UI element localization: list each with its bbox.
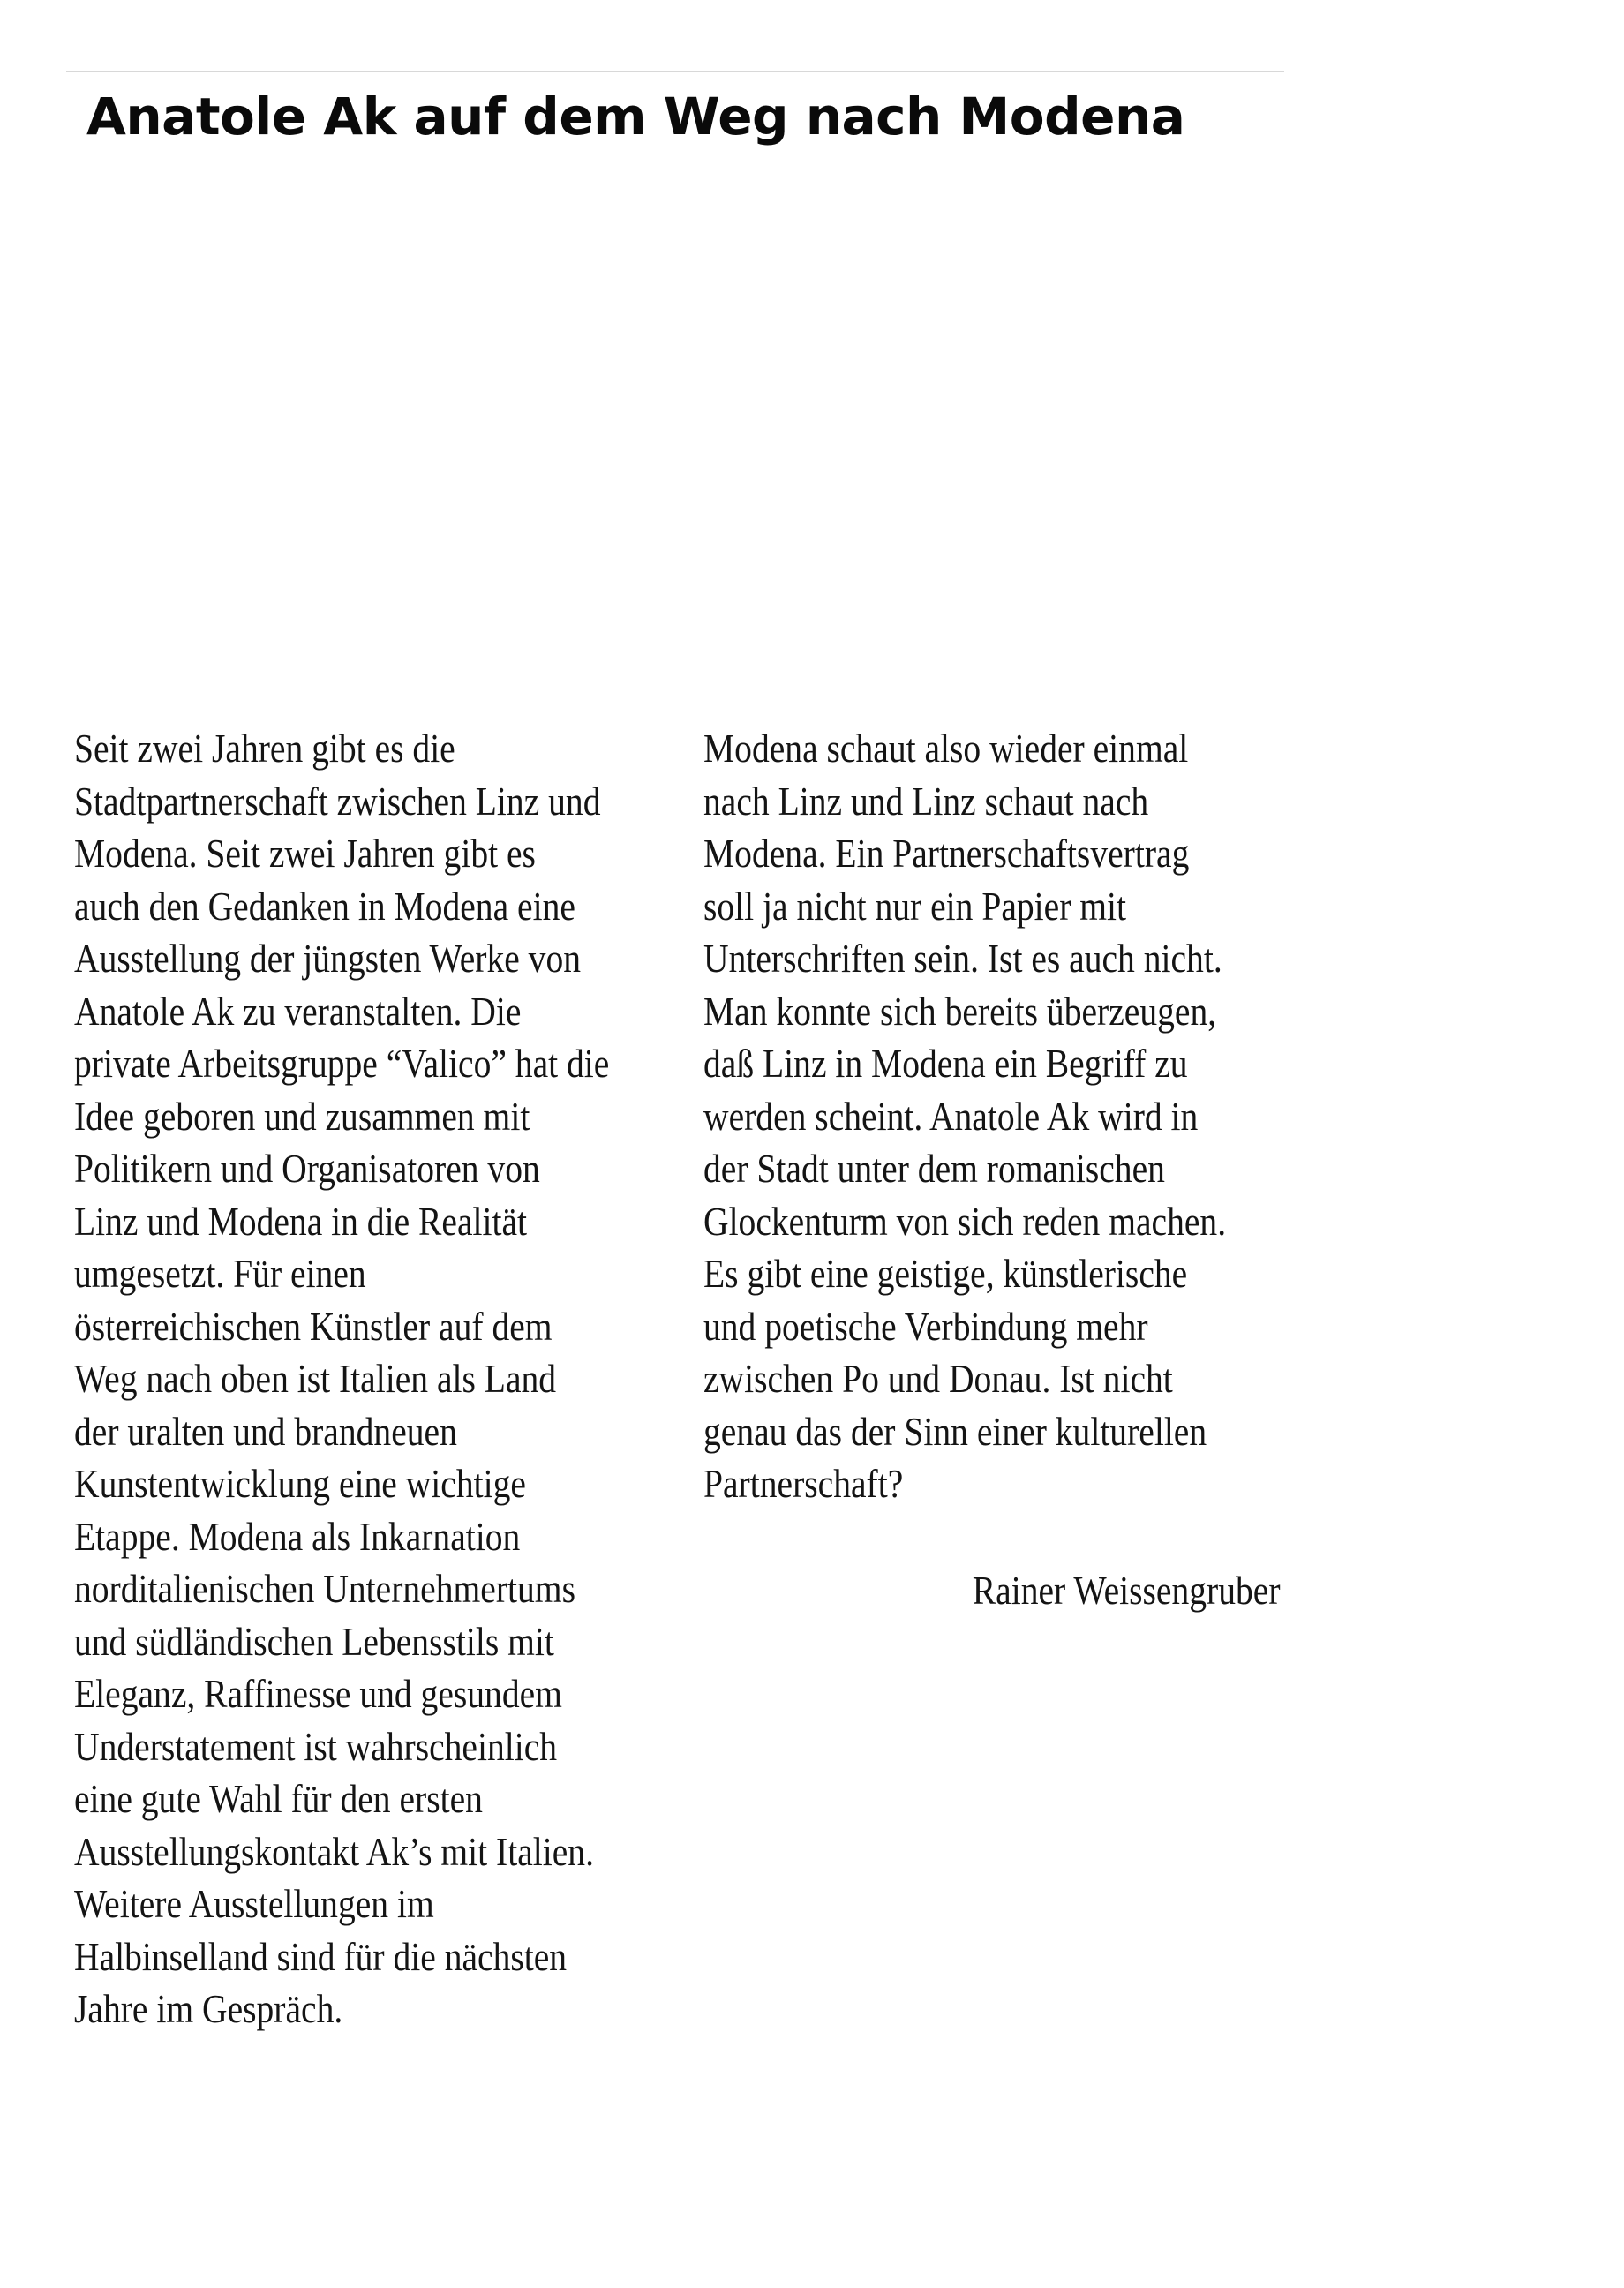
text-line: Unterschriften sein. Ist es auch nicht. <box>703 936 1222 981</box>
text-line: nach Linz und Linz schaut nach <box>703 778 1149 824</box>
text-line: Halbinselland sind für die nächsten <box>74 1933 568 1979</box>
text-line: Modena. Seit zwei Jahren gibt es <box>74 831 536 876</box>
text-line: Politikern und Organisatoren von <box>74 1146 540 1191</box>
text-line: Es gibt eine geistige, künstlerische <box>703 1251 1188 1296</box>
text-line: genau das der Sinn einer kulturellen <box>703 1408 1207 1454</box>
text-line: Eleganz, Raffinesse und gesundem <box>74 1671 562 1716</box>
text-line: Ausstellungskontakt Ak’s mit Italien. <box>74 1828 594 1874</box>
text-line: Anatole Ak zu veranstalten. Die <box>74 988 522 1034</box>
text-line: daß Linz in Modena ein Begriff zu <box>703 1041 1188 1086</box>
text-line: Ausstellung der jüngsten Werke von <box>74 936 582 981</box>
text-line: Man konnte sich bereits überzeugen, <box>703 988 1217 1034</box>
text-line: der Stadt unter dem romanischen <box>703 1146 1165 1191</box>
text-line: und poetische Verbindung mehr <box>703 1303 1148 1349</box>
text-line: Linz und Modena in die Realität <box>74 1198 528 1244</box>
text-line: Stadtpartnerschaft zwischen Linz und <box>74 778 601 824</box>
text-line: Etappe. Modena als Inkarnation <box>74 1513 521 1559</box>
author-signature: Rainer Weissengruber <box>972 1568 1280 1613</box>
text-line: Partnerschaft? <box>703 1461 904 1506</box>
article-title: Anatole Ak auf dem Weg nach Modena <box>86 87 1185 147</box>
text-line: Understatement ist wahrscheinlich <box>74 1723 558 1769</box>
text-line: soll ja nicht nur ein Papier mit <box>703 883 1127 929</box>
text-line: Kunstentwicklung eine wichtige <box>74 1461 526 1506</box>
text-line: Glockenturm von sich reden machen. <box>703 1198 1227 1244</box>
text-line: Seit zwei Jahren gibt es die <box>74 726 455 771</box>
text-line: norditalienischen Unternehmertums <box>74 1566 575 1611</box>
top-rule <box>66 71 1284 72</box>
text-line: der uralten und brandneuen <box>74 1408 457 1454</box>
text-line: Weitere Ausstellungen im <box>74 1881 434 1926</box>
right-text-column <box>703 722 1226 1510</box>
text-line: zwischen Po und Donau. Ist nicht <box>703 1356 1173 1401</box>
text-line: Weg nach oben ist Italien als Land <box>74 1356 557 1401</box>
left-text-column <box>74 722 609 2036</box>
text-line: private Arbeitsgruppe “Valico” hat die <box>74 1041 610 1086</box>
text-line: Jahre im Gespräch. <box>74 1986 343 2031</box>
text-line: und südländischen Lebensstils mit <box>74 1618 554 1664</box>
text-line: Idee geboren und zusammen mit <box>74 1093 530 1139</box>
text-line: Modena. Ein Partnerschaftsvertrag <box>703 831 1190 876</box>
text-line: Modena schaut also wieder einmal <box>703 726 1189 771</box>
text-line: auch den Gedanken in Modena eine <box>74 883 575 929</box>
text-line: eine gute Wahl für den ersten <box>74 1776 483 1821</box>
text-line: werden scheint. Anatole Ak wird in <box>703 1093 1199 1139</box>
text-line: österreichischen Künstler auf dem <box>74 1303 553 1349</box>
text-line: umgesetzt. Für einen <box>74 1251 366 1296</box>
